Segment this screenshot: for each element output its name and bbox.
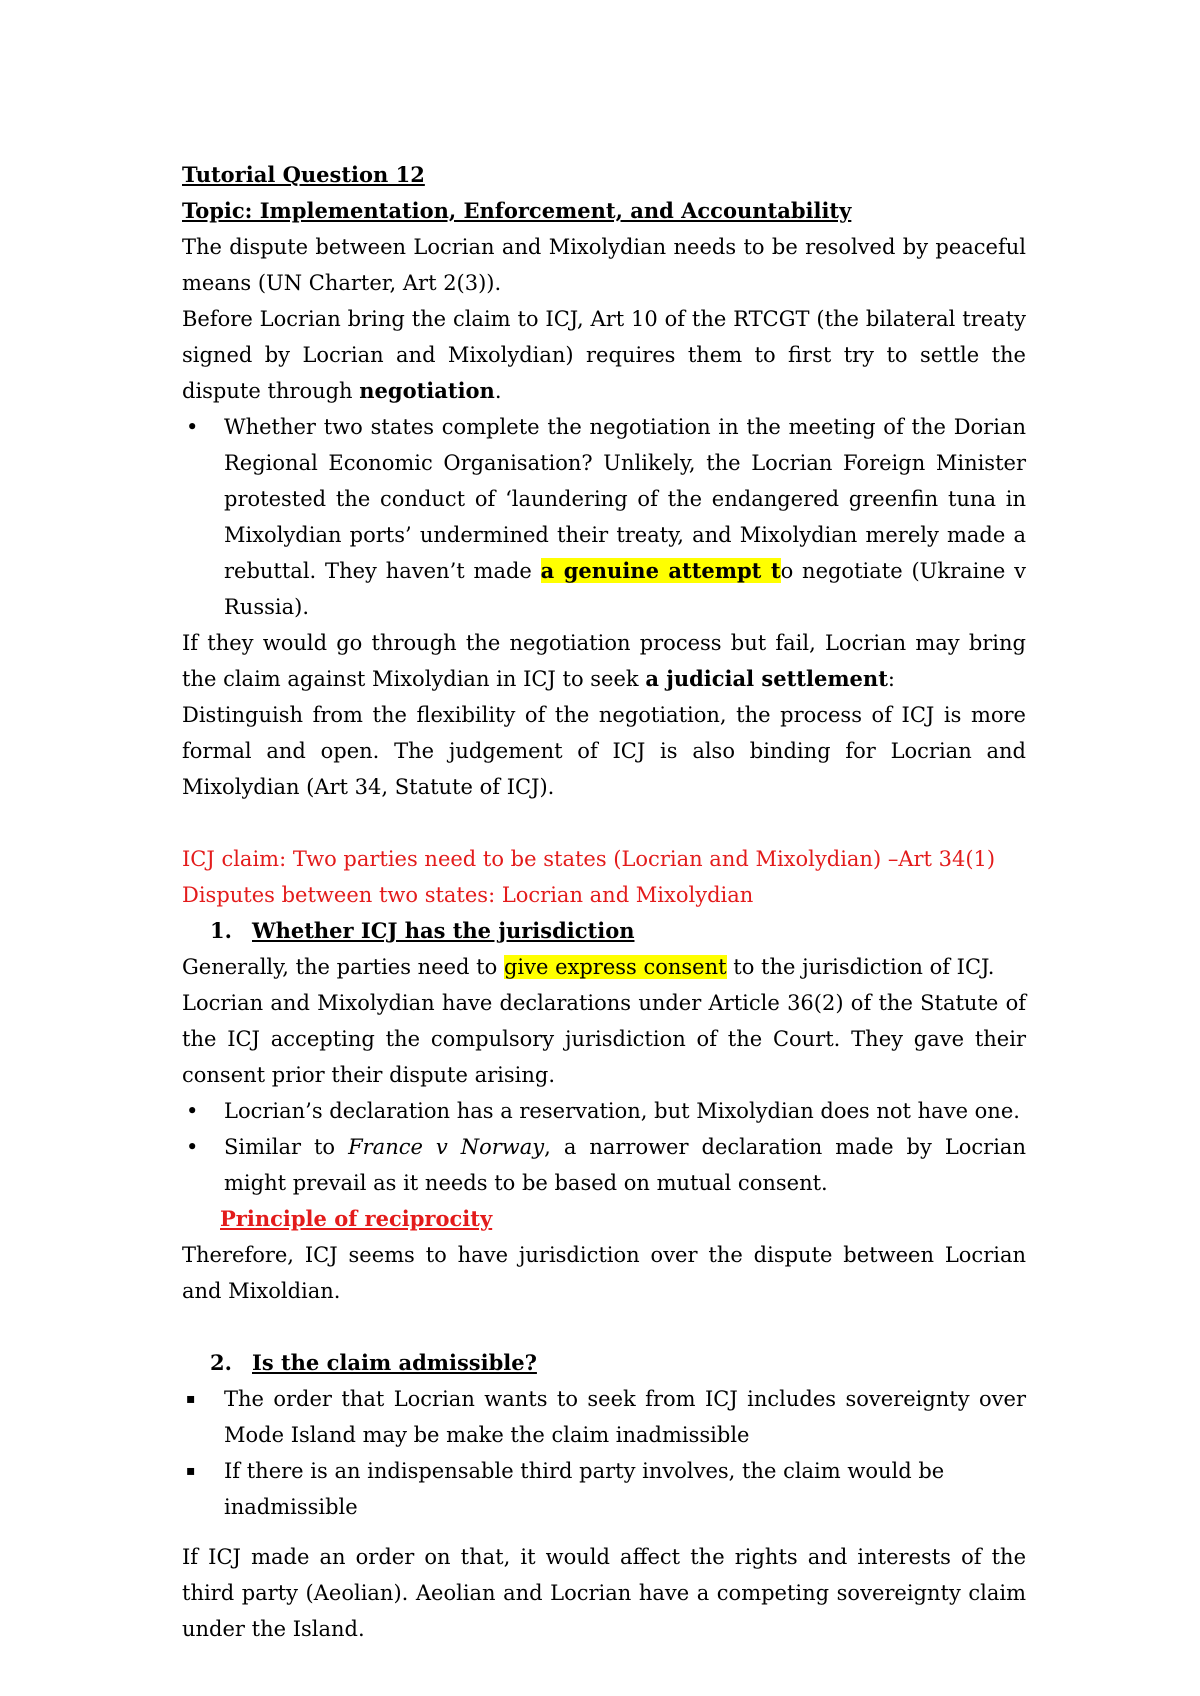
paragraph-text: If they would go through the negotiation process but fail, Locrian may bring the claim against Mixolydian in ICJ to seek: [182, 631, 1026, 691]
paragraph-end: :: [887, 667, 895, 691]
section-label: Whether ICJ has the jurisdiction: [252, 918, 635, 943]
bullet-marker: •: [186, 415, 199, 439]
list-item: [182, 1129, 1026, 1201]
paragraph-peaceful-means: The dispute between Locrian and Mixolydian needs to be resolved by peaceful means (UN Charter, Art 2(3)).: [182, 235, 1026, 295]
list-item-end: o negotiate (Ukraine v Russia).: [224, 559, 1026, 619]
paragraph-express-consent: [182, 949, 1026, 985]
paragraph-text: Generally, the parties need to: [182, 955, 504, 979]
paragraph-negotiation-requirement: [182, 301, 1026, 409]
document-body: [182, 157, 1026, 1647]
section-number: 2.: [210, 1350, 232, 1375]
paragraph-icj-process: Distinguish from the flexibility of the negotiation, the process of ICJ is more formal and open. The judgement of ICJ is also binding for Locrian and Mixolydian (Art 34, Statute of ICJ).: [182, 703, 1026, 799]
section-heading-admissibility: [182, 1345, 1026, 1381]
list-item-text: Similar to: [224, 1135, 349, 1159]
list-item-text: If there is an indispensable third party involves, the claim would be inadmissible: [224, 1459, 945, 1519]
topic-heading: Topic: Implementation, Enforcement, and Accountability: [182, 198, 852, 223]
list-item-text: The order that Locrian wants to seek from ICJ includes sovereignty over Mode Island may be make the claim inadmissible: [224, 1387, 1026, 1447]
bold-term-negotiation: negotiation: [359, 378, 495, 403]
spacer: [182, 1525, 1026, 1539]
paragraph-third-party: If ICJ made an order on that, it would affect the rights and interests of the third party (Aeolian). Aeolian and Locrian have a competing sovereignty claim under the Island.: [182, 1545, 1026, 1641]
list-item-text: Locrian’s declaration has a reservation, but Mixolydian does not have one.: [224, 1099, 1020, 1123]
bullet-list-admissibility: [182, 1381, 1026, 1525]
document-title: Tutorial Question 12: [182, 162, 425, 187]
case-name-italic: France v Norway: [348, 1135, 545, 1159]
list-item-text: Whether two states complete the negotiation in the meeting of the Dorian Regional Economic Organisation? Unlikely, the Locrian Foreign Minister protested the conduct of ‘laundering of the endangered greenfin tuna in Mixolydian ports’ undermined their treaty, and Mixolydian merely made a rebuttal. They haven’t made: [224, 415, 1026, 583]
highlighted-phrase: a genuine attempt t: [540, 558, 781, 583]
spacer: [182, 805, 1026, 841]
principle-of-reciprocity: Principle of reciprocity: [220, 1206, 493, 1231]
bullet-marker: •: [186, 1099, 199, 1123]
paragraph-end: .: [494, 379, 502, 403]
bullet-marker: •: [186, 1135, 199, 1159]
list-item: [182, 409, 1026, 625]
paragraph-judicial-settlement: [182, 625, 1026, 697]
red-note-disputes: Disputes between two states: Locrian and Mixolydian: [182, 883, 754, 907]
paragraph-text: Before Locrian bring the claim to ICJ, Art 10 of the RTCGT (the bilateral treaty signed by Locrian and Mixolydian) requires them to first try to settle the dispute through: [182, 307, 1026, 403]
list-item: [182, 1093, 1026, 1129]
spacer: [182, 1309, 1026, 1345]
section-number: 1.: [210, 918, 232, 943]
red-note-icj-claim: ICJ claim: Two parties need to be states (Locrian and Mixolydian) –Art 34(1): [182, 847, 996, 871]
list-item-end: , a narrower declaration made by Locrian might prevail as it needs to be based on mutual consent.: [224, 1135, 1026, 1195]
square-bullet-marker: ▪: [186, 1463, 196, 1479]
paragraph-declarations: Locrian and Mixolydian have declarations under Article 36(2) of the Statute of the ICJ accepting the compulsory jurisdiction of the Court. They gave their consent prior their dispute arising.: [182, 991, 1026, 1087]
paragraph-jurisdiction-conclusion: Therefore, ICJ seems to have jurisdiction over the dispute between Locrian and Mixoldian.: [182, 1243, 1026, 1303]
bullet-list-declarations: [182, 1093, 1026, 1201]
paragraph-end: to the jurisdiction of ICJ.: [726, 955, 995, 979]
list-item: [182, 1381, 1026, 1453]
bold-term-judicial-settlement: a judicial settlement: [645, 666, 888, 691]
section-label: Is the claim admissible?: [252, 1350, 537, 1375]
list-item: [182, 1453, 1026, 1525]
square-bullet-marker: ▪: [186, 1391, 196, 1407]
bullet-list-negotiation: [182, 409, 1026, 625]
highlighted-phrase: give express consent: [503, 955, 727, 979]
section-heading-jurisdiction: [182, 913, 1026, 949]
